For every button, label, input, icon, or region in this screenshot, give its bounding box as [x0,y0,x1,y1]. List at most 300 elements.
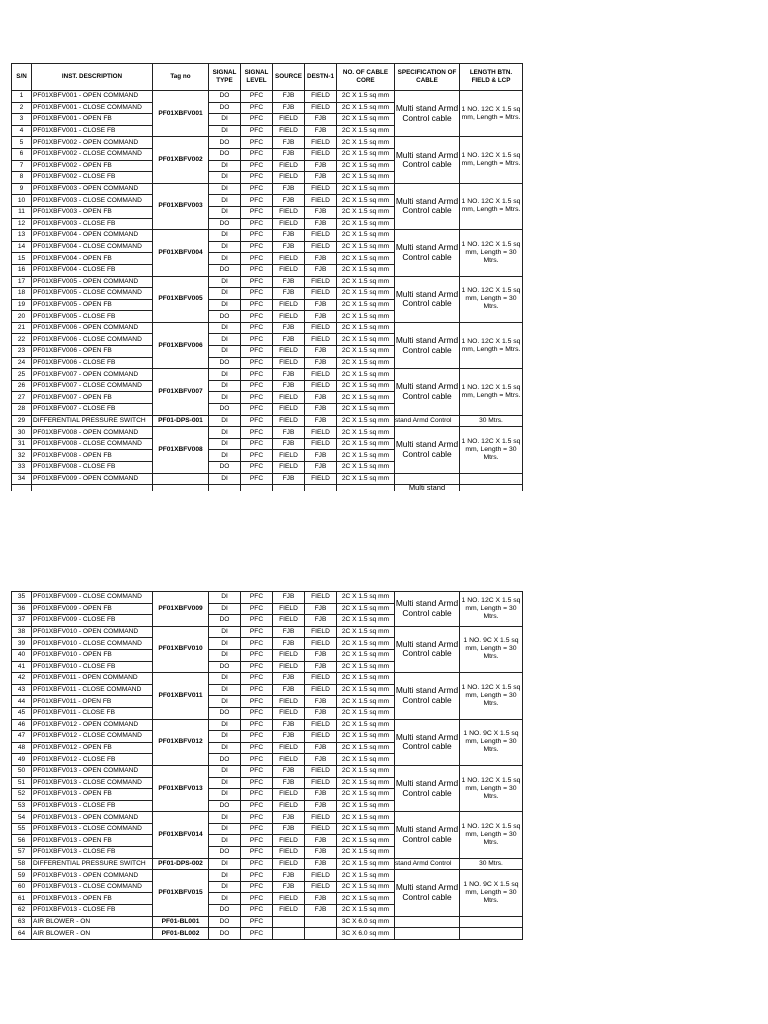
header-sn: S/N [12,64,32,91]
length-cell: 1 NO. 12C X 1.5 sq mm, Length = 30 Mtrs. [460,765,523,811]
cable-core-cell: 2C X 1.5 sq mm [337,183,395,195]
cable-core-cell: 2C X 1.5 sq mm [337,148,395,160]
cut-off-cell [12,485,32,492]
signal-level-cell: PFC [241,380,273,392]
sn-cell: 64 [12,928,32,940]
sn-cell: 17 [12,276,32,288]
destn-cell: FJB [305,450,337,462]
description-cell: PF01XBFV003 - CLOSE FB [32,218,153,230]
cut-off-row [12,485,523,492]
description-cell: PF01XBFV013 - CLOSE FB [32,847,153,859]
tag-cell: PF01XBFV003 [153,183,209,229]
description-cell: PF01XBFV004 - OPEN COMMAND [32,230,153,242]
signal-level-cell: PFC [241,742,273,754]
description-cell: PF01XBFV010 - OPEN COMMAND [32,626,153,638]
signal-type-cell: DO [209,148,241,160]
source-cell: FJB [273,673,305,685]
signal-type-cell: DI [209,719,241,731]
signal-level-cell: PFC [241,148,273,160]
sn-cell: 14 [12,241,32,253]
cable-spec-cell: stand Armd Control [395,858,460,870]
source-cell: FIELD [273,357,305,369]
destn-cell: FJB [305,661,337,673]
destn-cell: FJB [305,649,337,661]
signal-type-cell: DI [209,230,241,242]
cable-core-cell: 2C X 1.5 sq mm [337,346,395,358]
source-cell: FJB [273,812,305,824]
description-cell: PF01XBFV003 - CLOSE COMMAND [32,195,153,207]
cable-core-cell: 2C X 1.5 sq mm [337,91,395,103]
sn-cell: 15 [12,253,32,265]
tag-cell: PF01XBFV001 [153,91,209,137]
destn-cell: FIELD [305,777,337,789]
sn-cell: 21 [12,322,32,334]
table-row [12,928,523,940]
signal-type-cell: DI [209,592,241,604]
header-length: LENGTH BTN. FIELD & LCP [460,64,523,91]
signal-type-cell: DI [209,369,241,381]
signal-type-cell: DI [209,812,241,824]
destn-cell: FIELD [305,812,337,824]
cable-core-cell: 3C X 6.0 sq mm [337,928,395,940]
cable-core-cell: 2C X 1.5 sq mm [337,684,395,696]
description-cell: PF01XBFV013 - OPEN FB [32,835,153,847]
destn-cell [305,928,337,940]
signal-type-cell: DI [209,288,241,300]
destn-cell: FIELD [305,823,337,835]
table-row [12,870,523,882]
destn-cell: FJB [305,299,337,311]
description-cell: PF01XBFV005 - OPEN FB [32,299,153,311]
sn-cell: 1 [12,91,32,103]
destn-cell: FIELD [305,626,337,638]
cable-schedule-table-page-1 [11,63,523,491]
sn-cell: 25 [12,369,32,381]
destn-cell: FIELD [305,102,337,114]
description-cell: PF01XBFV009 - CLOSE COMMAND [32,592,153,604]
destn-cell: FJB [305,696,337,708]
sn-cell: 46 [12,719,32,731]
destn-cell: FJB [305,754,337,766]
signal-type-cell: DI [209,380,241,392]
destn-cell: FIELD [305,592,337,604]
source-cell: FJB [273,870,305,882]
cable-core-cell: 2C X 1.5 sq mm [337,415,395,427]
description-cell: PF01XBFV009 - CLOSE FB [32,615,153,627]
signal-level-cell: PFC [241,172,273,184]
sn-cell: 18 [12,288,32,300]
signal-level-cell: PFC [241,346,273,358]
sn-cell: 37 [12,615,32,627]
source-cell: FJB [273,823,305,835]
destn-cell: FIELD [305,638,337,650]
cable-core-cell: 2C X 1.5 sq mm [337,276,395,288]
cable-spec-cell: Multi stand Armd Control cable [395,183,460,229]
signal-level-cell: PFC [241,835,273,847]
destn-cell: FJB [305,893,337,905]
source-cell: FIELD [273,661,305,673]
cable-core-cell: 2C X 1.5 sq mm [337,102,395,114]
cable-core-cell: 2C X 1.5 sq mm [337,264,395,276]
table-row [12,719,523,731]
source-cell: FJB [273,288,305,300]
source-cell: FJB [273,102,305,114]
sn-cell: 58 [12,858,32,870]
cable-core-cell: 2C X 1.5 sq mm [337,334,395,346]
cable-core-cell: 2C X 1.5 sq mm [337,800,395,812]
signal-type-cell: DO [209,311,241,323]
sn-cell: 32 [12,450,32,462]
signal-level-cell: PFC [241,427,273,439]
cut-off-cell [460,485,523,492]
source-cell: FIELD [273,893,305,905]
source-cell: FJB [273,473,305,485]
cable-core-cell: 2C X 1.5 sq mm [337,450,395,462]
signal-level-cell: PFC [241,707,273,719]
description-cell: PF01XBFV013 - CLOSE COMMAND [32,777,153,789]
tag-cell: PF01XBFV011 [153,673,209,719]
source-cell: FJB [273,183,305,195]
header-destn: DESTN-1 [305,64,337,91]
cable-spec-cell: Multi stand Armd Control cable [395,673,460,719]
cable-core-cell: 2C X 1.5 sq mm [337,160,395,172]
signal-type-cell: DI [209,253,241,265]
description-cell: PF01XBFV007 - OPEN COMMAND [32,369,153,381]
destn-cell: FJB [305,218,337,230]
signal-level-cell: PFC [241,684,273,696]
cable-core-cell: 2C X 1.5 sq mm [337,858,395,870]
source-cell: FIELD [273,125,305,137]
signal-level-cell: PFC [241,392,273,404]
signal-level-cell: PFC [241,928,273,940]
sn-cell: 49 [12,754,32,766]
description-cell: PF01XBFV006 - OPEN COMMAND [32,322,153,334]
source-cell: FJB [273,684,305,696]
signal-type-cell: DI [209,427,241,439]
destn-cell: FJB [305,462,337,474]
signal-type-cell: DI [209,172,241,184]
signal-type-cell: DI [209,835,241,847]
source-cell: FJB [273,230,305,242]
source-cell: FJB [273,777,305,789]
description-cell: PF01XBFV002 - OPEN FB [32,160,153,172]
sn-cell: 57 [12,847,32,859]
cable-spec-cell: Multi stand Armd Control cable [395,765,460,811]
signal-level-cell: PFC [241,789,273,801]
description-cell: PF01XBFV013 - OPEN COMMAND [32,870,153,882]
destn-cell: FJB [305,415,337,427]
cable-spec-cell [395,928,460,940]
sn-cell: 6 [12,148,32,160]
signal-type-cell: DI [209,673,241,685]
source-cell: FIELD [273,696,305,708]
signal-level-cell: PFC [241,603,273,615]
source-cell: FIELD [273,311,305,323]
cable-core-cell: 2C X 1.5 sq mm [337,404,395,416]
tag-cell: PF01XBFV008 [153,427,209,473]
length-cell [460,916,523,928]
sn-cell: 47 [12,731,32,743]
sn-cell: 35 [12,592,32,604]
signal-level-cell: PFC [241,415,273,427]
destn-cell: FJB [305,742,337,754]
cut-off-cell [337,485,395,492]
sn-cell: 29 [12,415,32,427]
cable-core-cell: 2C X 1.5 sq mm [337,615,395,627]
cable-core-cell: 3C X 6.0 sq mm [337,916,395,928]
signal-type-cell: DI [209,881,241,893]
table-row [12,137,523,149]
signal-level-cell: PFC [241,473,273,485]
description-cell: PF01XBFV003 - OPEN COMMAND [32,183,153,195]
signal-type-cell: DO [209,264,241,276]
signal-level-cell: PFC [241,754,273,766]
description-cell: PF01XBFV006 - CLOSE FB [32,357,153,369]
cable-core-cell: 2C X 1.5 sq mm [337,380,395,392]
cable-core-cell: 2C X 1.5 sq mm [337,172,395,184]
destn-cell: FJB [305,404,337,416]
tag-cell: PF01XBFV014 [153,812,209,858]
signal-level-cell: PFC [241,230,273,242]
cable-core-cell: 2C X 1.5 sq mm [337,218,395,230]
signal-level-cell: PFC [241,311,273,323]
destn-cell: FIELD [305,719,337,731]
cut-off-spec-fragment: Multi stand [395,485,460,492]
cable-core-cell: 2C X 1.5 sq mm [337,696,395,708]
cable-spec-cell: Multi stand Armd Control cable [395,427,460,473]
source-cell: FJB [273,322,305,334]
destn-cell: FIELD [305,91,337,103]
sn-cell: 62 [12,905,32,917]
description-cell: PF01XBFV012 - CLOSE FB [32,754,153,766]
sn-cell: 27 [12,392,32,404]
table-row [12,812,523,824]
source-cell: FIELD [273,800,305,812]
description-cell: PF01XBFV007 - CLOSE FB [32,404,153,416]
description-cell: PF01XBFV002 - CLOSE FB [32,172,153,184]
cut-off-cell [305,485,337,492]
destn-cell: FJB [305,800,337,812]
signal-level-cell: PFC [241,322,273,334]
signal-level-cell: PFC [241,137,273,149]
sn-cell: 63 [12,916,32,928]
table-row [12,673,523,685]
signal-type-cell: DI [209,334,241,346]
sn-cell: 13 [12,230,32,242]
signal-level-cell: PFC [241,731,273,743]
description-cell: PF01XBFV009 - OPEN FB [32,603,153,615]
sn-cell: 3 [12,114,32,126]
cable-core-cell: 2C X 1.5 sq mm [337,649,395,661]
signal-type-cell: DO [209,91,241,103]
signal-type-cell: DI [209,195,241,207]
signal-type-cell: DO [209,661,241,673]
cable-spec-cell: Multi stand Armd Control cable [395,137,460,183]
description-cell: PF01XBFV013 - CLOSE COMMAND [32,881,153,893]
destn-cell: FIELD [305,380,337,392]
signal-type-cell: DI [209,160,241,172]
destn-cell: FIELD [305,673,337,685]
signal-level-cell: PFC [241,438,273,450]
length-cell: 1 NO. 12C X 1.5 sq mm, Length = 30 Mtrs. [460,276,523,322]
table-row [12,183,523,195]
description-cell: PF01XBFV003 - OPEN FB [32,206,153,218]
cable-core-cell: 2C X 1.5 sq mm [337,638,395,650]
source-cell: FIELD [273,404,305,416]
cable-core-cell: 2C X 1.5 sq mm [337,823,395,835]
sn-cell: 61 [12,893,32,905]
cable-core-cell: 2C X 1.5 sq mm [337,592,395,604]
table-row [12,322,523,334]
signal-type-cell: DO [209,462,241,474]
signal-level-cell: PFC [241,253,273,265]
cable-schedule-table-page-2 [11,591,523,940]
cable-spec-cell [395,473,460,485]
sn-cell: 59 [12,870,32,882]
signal-level-cell: PFC [241,777,273,789]
source-cell: FIELD [273,172,305,184]
sn-cell: 30 [12,427,32,439]
signal-type-cell: DO [209,928,241,940]
cable-core-cell: 2C X 1.5 sq mm [337,125,395,137]
sn-cell: 50 [12,765,32,777]
tag-cell: PF01XBFV007 [153,369,209,415]
source-cell: FJB [273,438,305,450]
cable-core-cell: 2C X 1.5 sq mm [337,392,395,404]
cable-core-cell: 2C X 1.5 sq mm [337,603,395,615]
length-cell: 1 NO. 12C X 1.5 sq mm, Length = Mtrs. [460,137,523,183]
destn-cell: FJB [305,206,337,218]
signal-level-cell: PFC [241,450,273,462]
signal-level-cell: PFC [241,195,273,207]
tag-cell [153,473,209,485]
destn-cell: FJB [305,357,337,369]
description-cell: PF01XBFV011 - OPEN COMMAND [32,673,153,685]
source-cell: FIELD [273,905,305,917]
cable-core-cell: 2C X 1.5 sq mm [337,777,395,789]
sn-cell: 26 [12,380,32,392]
cable-spec-cell: Multi stand Armd Control cable [395,369,460,415]
header-source: SOURCE [273,64,305,91]
source-cell: FJB [273,626,305,638]
table-row [12,626,523,638]
signal-type-cell: DI [209,346,241,358]
source-cell: FIELD [273,114,305,126]
description-cell: PF01XBFV013 - OPEN COMMAND [32,812,153,824]
signal-level-cell: PFC [241,592,273,604]
sn-cell: 7 [12,160,32,172]
signal-type-cell: DI [209,696,241,708]
source-cell: FIELD [273,462,305,474]
destn-cell: FJB [305,789,337,801]
destn-cell [305,916,337,928]
length-cell: 1 NO. 9C X 1.5 sq mm, Length = 30 Mtrs. [460,719,523,765]
signal-type-cell: DI [209,183,241,195]
cable-spec-cell: Multi stand Armd Control cable [395,592,460,627]
signal-level-cell: PFC [241,823,273,835]
signal-level-cell: PFC [241,870,273,882]
length-cell: 30 Mtrs. [460,415,523,427]
destn-cell: FIELD [305,438,337,450]
source-cell: FIELD [273,218,305,230]
table-row [12,230,523,242]
cable-core-cell: 2C X 1.5 sq mm [337,322,395,334]
source-cell: FJB [273,719,305,731]
signal-type-cell: DO [209,707,241,719]
destn-cell: FIELD [305,870,337,882]
signal-type-cell: DO [209,847,241,859]
destn-cell: FIELD [305,731,337,743]
signal-level-cell: PFC [241,916,273,928]
signal-type-cell: DO [209,357,241,369]
cable-core-cell: 2C X 1.5 sq mm [337,253,395,265]
description-cell: PF01XBFV012 - CLOSE COMMAND [32,731,153,743]
cable-core-cell: 2C X 1.5 sq mm [337,241,395,253]
sn-cell: 10 [12,195,32,207]
signal-type-cell: DI [209,638,241,650]
description-cell: PF01XBFV008 - OPEN FB [32,450,153,462]
sn-cell: 48 [12,742,32,754]
cable-core-cell: 2C X 1.5 sq mm [337,357,395,369]
cable-core-cell: 2C X 1.5 sq mm [337,288,395,300]
cable-core-cell: 2C X 1.5 sq mm [337,847,395,859]
destn-cell: FJB [305,858,337,870]
sn-cell: 4 [12,125,32,137]
source-cell: FJB [273,731,305,743]
destn-cell: FJB [305,172,337,184]
destn-cell: FJB [305,603,337,615]
source-cell: FJB [273,427,305,439]
signal-level-cell: PFC [241,264,273,276]
signal-level-cell: PFC [241,615,273,627]
signal-type-cell: DI [209,114,241,126]
signal-type-cell: DI [209,322,241,334]
tag-cell: PF01-BL001 [153,916,209,928]
signal-level-cell: PFC [241,369,273,381]
description-cell: PF01XBFV011 - OPEN FB [32,696,153,708]
signal-level-cell: PFC [241,206,273,218]
cable-core-cell: 2C X 1.5 sq mm [337,673,395,685]
signal-level-cell: PFC [241,800,273,812]
destn-cell: FJB [305,160,337,172]
cable-core-cell: 2C X 1.5 sq mm [337,893,395,905]
description-cell: PF01XBFV008 - CLOSE COMMAND [32,438,153,450]
tag-cell: PF01-DPS-001 [153,415,209,427]
cable-spec-cell: Multi stand Armd Control cable [395,626,460,672]
signal-level-cell: PFC [241,858,273,870]
destn-cell: FIELD [305,765,337,777]
description-cell: PF01XBFV002 - OPEN COMMAND [32,137,153,149]
table-row [12,91,523,103]
source-cell: FIELD [273,649,305,661]
cable-core-cell: 2C X 1.5 sq mm [337,114,395,126]
source-cell: FJB [273,765,305,777]
description-cell: PF01XBFV006 - CLOSE COMMAND [32,334,153,346]
description-cell: PF01XBFV010 - CLOSE COMMAND [32,638,153,650]
source-cell: FIELD [273,264,305,276]
description-cell: PF01XBFV008 - CLOSE FB [32,462,153,474]
length-cell: 1 NO. 9C X 1.5 sq mm, Length = 30 Mtrs. [460,870,523,916]
cable-core-cell: 2C X 1.5 sq mm [337,719,395,731]
description-cell: AIR BLOWER - ON [32,928,153,940]
length-cell: 1 NO. 12C X 1.5 sq mm, Length = 30 Mtrs. [460,673,523,719]
description-cell: PF01XBFV004 - CLOSE FB [32,264,153,276]
table-row [12,415,523,427]
sn-cell: 41 [12,661,32,673]
source-cell: FIELD [273,835,305,847]
tag-cell: PF01XBFV010 [153,626,209,672]
source-cell: FIELD [273,160,305,172]
